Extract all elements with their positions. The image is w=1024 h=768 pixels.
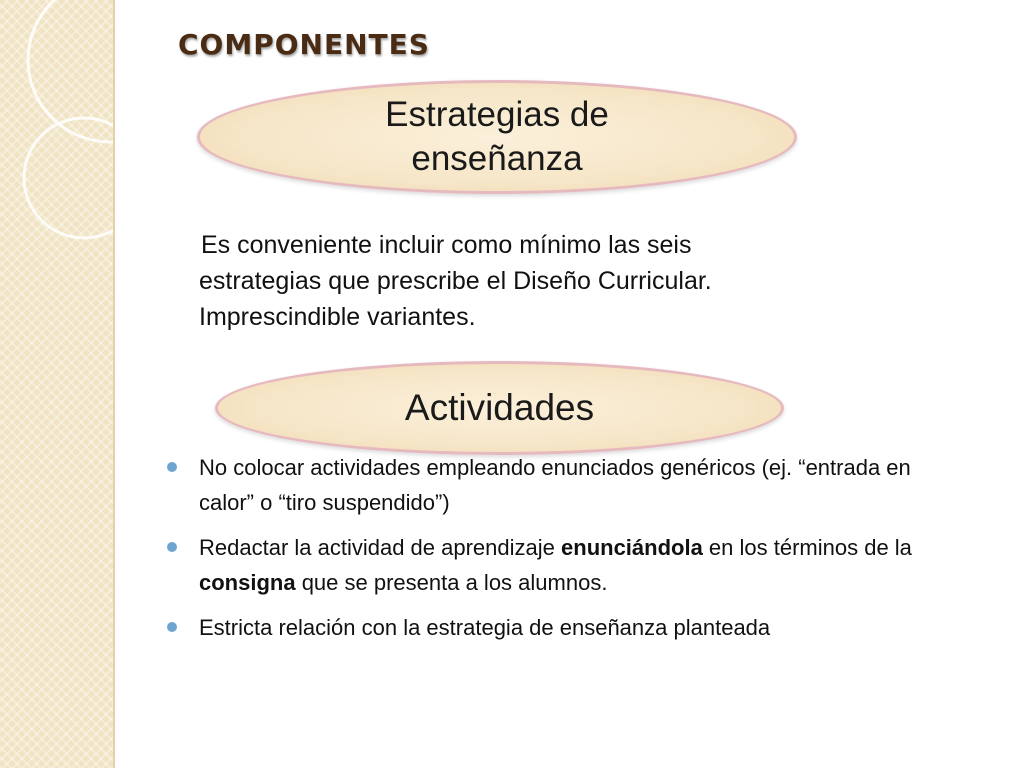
strategies-oval-text: [385, 93, 609, 181]
bullet-icon: [167, 542, 177, 552]
bullet-bold-2: consigna: [199, 570, 296, 595]
bullet-bold-1: enunciándola: [561, 535, 703, 560]
paragraph-line-3: Imprescindible variantes.: [199, 303, 476, 331]
bullet-text-3: Estricta relación con la estrategia de enseñanza planteada: [199, 615, 771, 640]
paragraph-line-2: estrategias que prescribe el Diseño Curricular.: [199, 267, 712, 295]
bullet-text-1: No colocar actividades empleando enunciados genéricos (ej. “entrada en calor” o “tiro suspendido”): [199, 455, 911, 515]
paragraph-line-1: Es conveniente incluir como mínimo las seis: [201, 231, 692, 259]
list-item: [165, 530, 925, 600]
decorative-circles-icon: [0, 0, 113, 768]
slide-title: COMPONENTES: [178, 28, 430, 61]
list-item: [165, 450, 925, 520]
bullet-text-2a: Redactar la actividad de aprendizaje: [199, 535, 562, 560]
list-item: [165, 610, 925, 645]
bullet-text-2c: que se presenta a los alumnos.: [295, 570, 608, 595]
decorative-sidebar: [0, 0, 115, 768]
strategies-line-1: Estrategias de: [385, 95, 609, 134]
strategies-oval: [197, 80, 797, 194]
activities-oval-label: Actividades: [404, 387, 595, 428]
bullet-icon: [167, 622, 177, 632]
bullet-icon: [167, 462, 177, 472]
bullet-text-2b: en los términos de la: [702, 535, 912, 560]
strategies-paragraph: [199, 227, 939, 335]
activities-oval: [215, 361, 784, 455]
activities-bullet-list: [165, 450, 925, 655]
strategies-line-2: enseñanza: [411, 139, 583, 178]
